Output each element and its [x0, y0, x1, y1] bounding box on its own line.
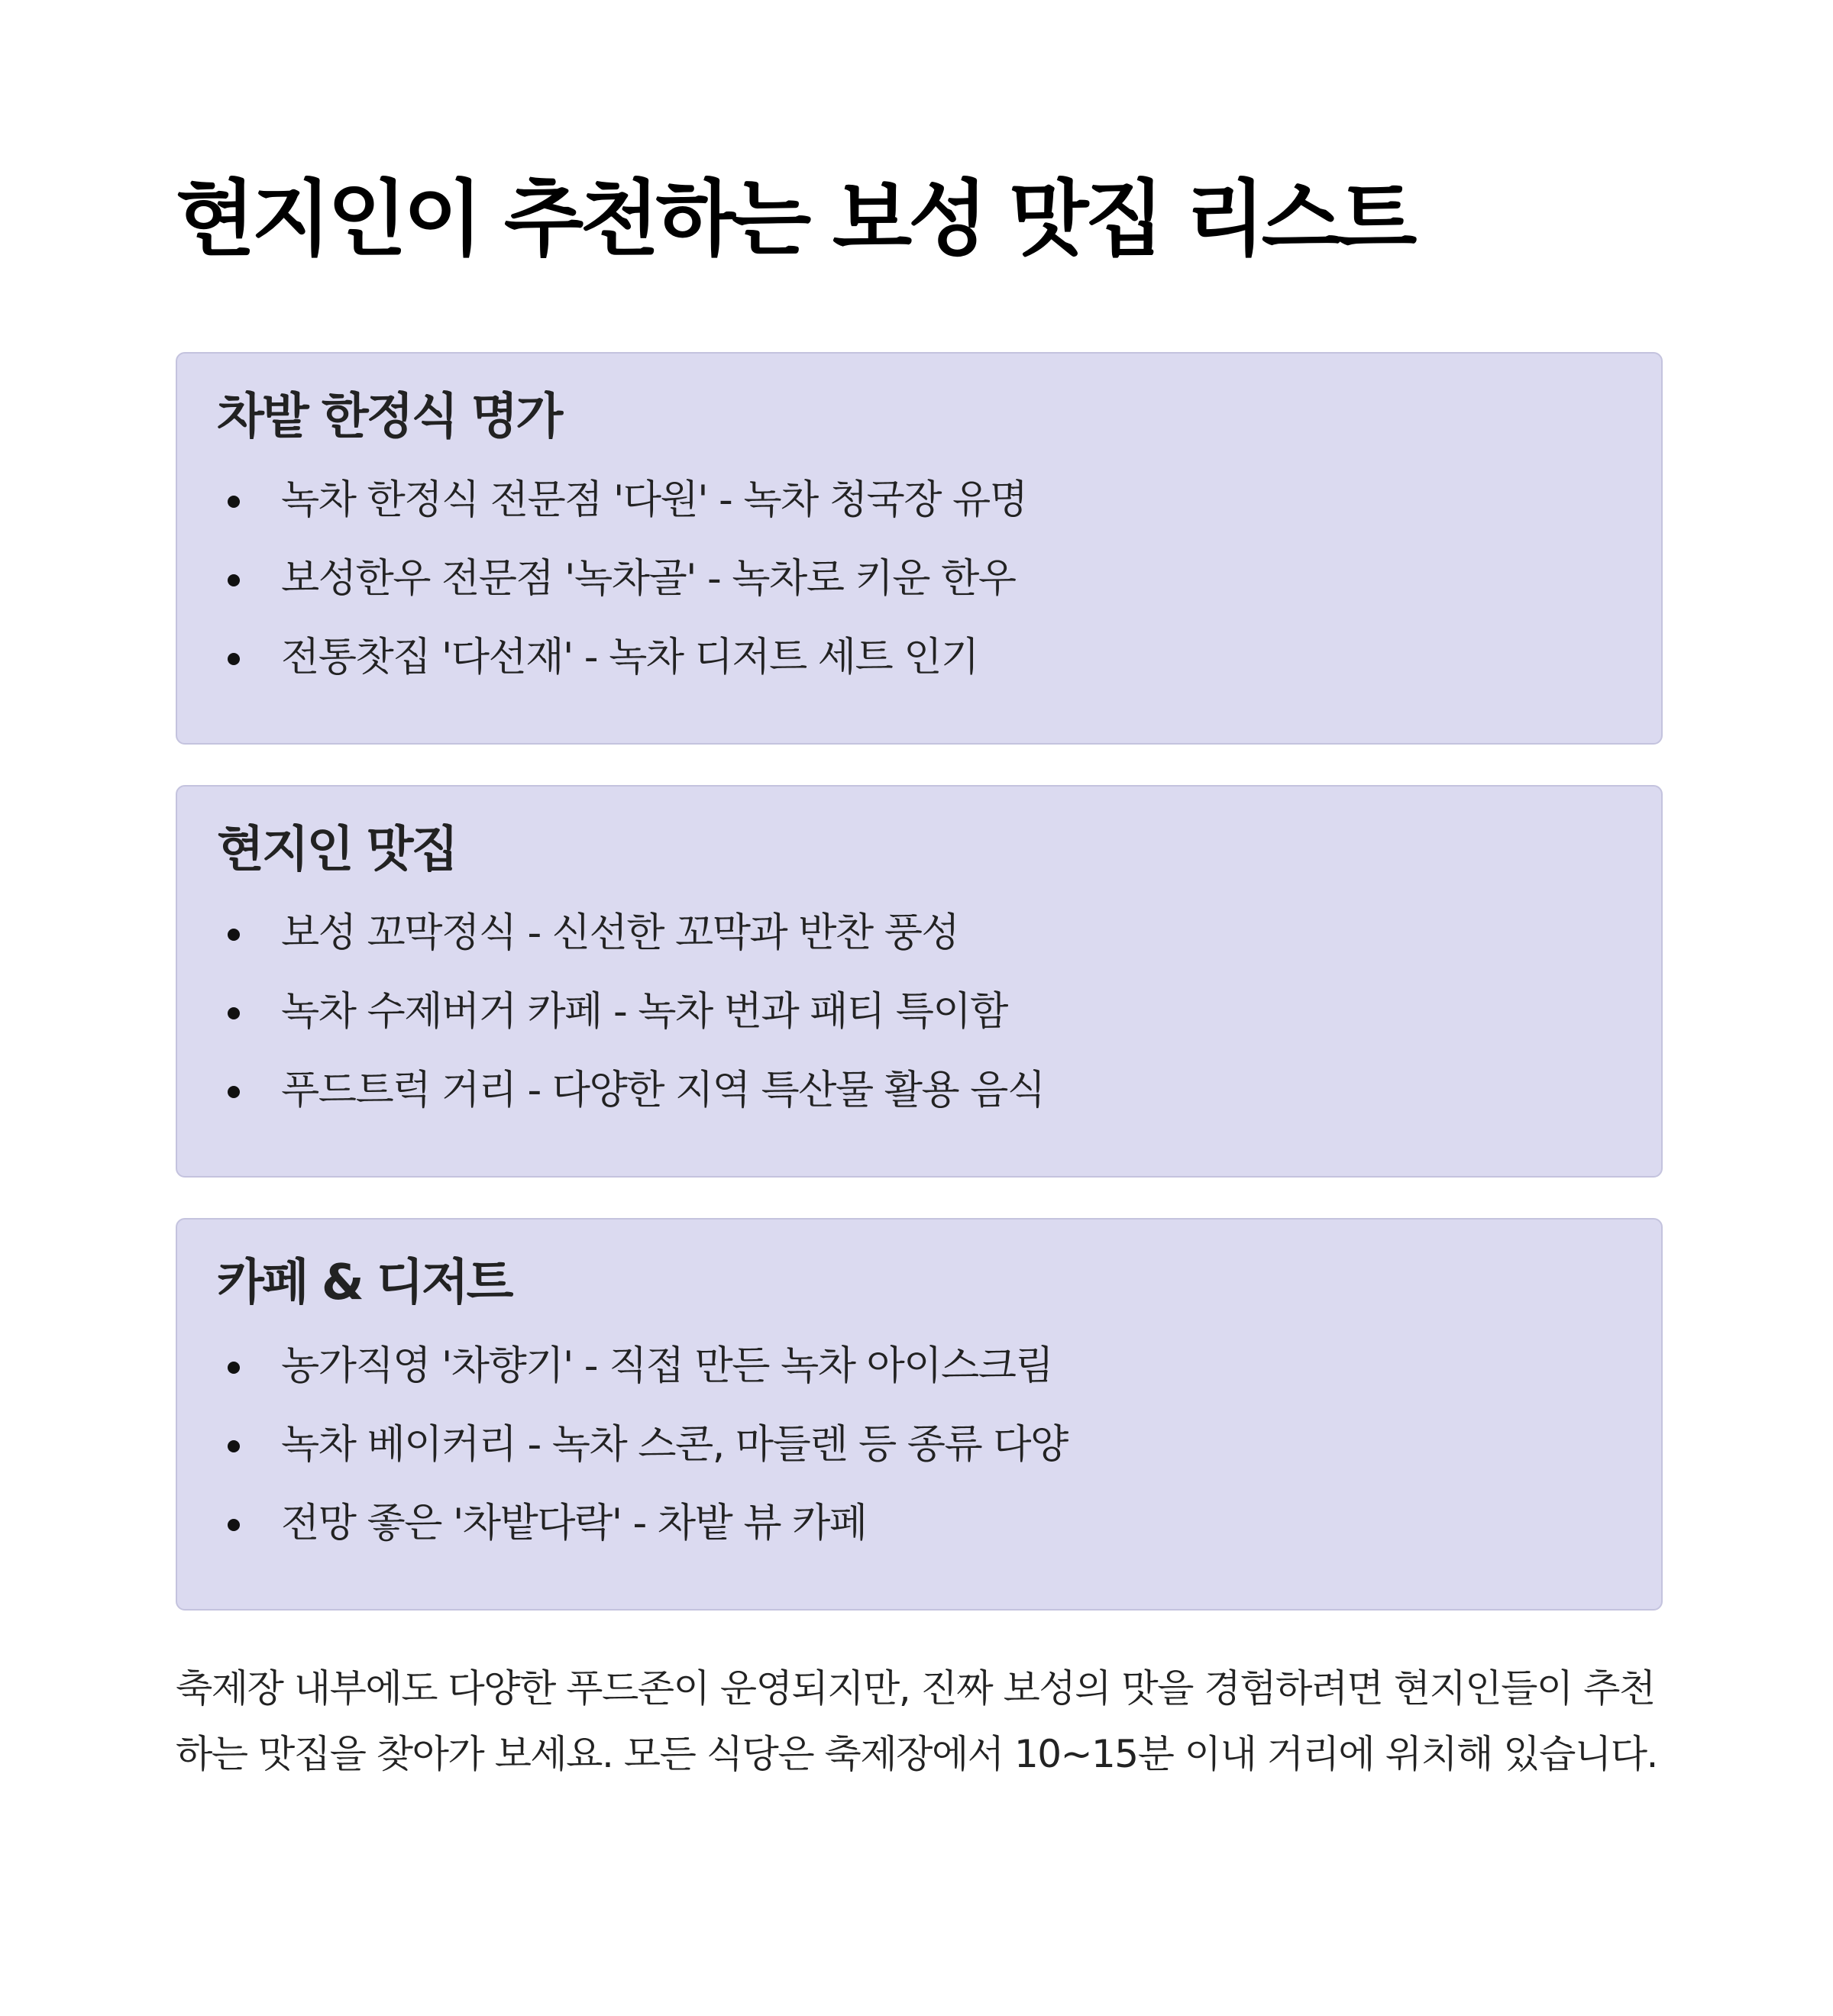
bullet-icon — [228, 653, 240, 665]
section-heading: 현지인 맛집 — [217, 822, 457, 878]
section-card-cafe-dessert — [176, 1218, 1663, 1611]
bullet-icon — [228, 1519, 240, 1531]
list-item-text: 전망 좋은 '차밭다락' - 차밭 뷰 카페 — [281, 1501, 867, 1546]
list-item-text: 녹차 한정식 전문점 '다원' - 녹차 청국장 유명 — [281, 477, 1027, 523]
bullet-icon — [228, 496, 240, 508]
section-heading: 카페 & 디저트 — [217, 1255, 512, 1311]
bullet-icon — [228, 1086, 240, 1098]
list-item-text: 보성 꼬막정식 - 신선한 꼬막과 반찬 풍성 — [281, 910, 959, 956]
list-item-text: 녹차 베이커리 - 녹차 스콘, 마들렌 등 종류 다양 — [281, 1422, 1068, 1468]
bullet-icon — [228, 1440, 240, 1452]
bullet-icon — [228, 929, 240, 941]
section-card-tea-field-hanjeongsik — [176, 352, 1663, 745]
bullet-icon — [228, 1007, 240, 1019]
section-card-local-favorites — [176, 785, 1663, 1178]
list-item-text: 전통찻집 '다선재' - 녹차 디저트 세트 인기 — [281, 635, 978, 680]
list-item-text: 보성한우 전문점 '녹차골' - 녹차로 키운 한우 — [281, 556, 1016, 602]
page-title: 현지인이 추천하는 보성 맛집 리스트 — [176, 172, 1414, 267]
section-heading: 차밭 한정식 명가 — [217, 389, 561, 445]
bullet-icon — [228, 574, 240, 586]
list-item-text: 농가직영 '차향기' - 직접 만든 녹차 아이스크림 — [281, 1343, 1053, 1389]
closing-paragraph: 축제장 내부에도 다양한 푸드존이 운영되지만, 진짜 보성의 맛을 경험하려면 현지인들이 추천하는 맛집을 찾아가 보세요. 모든 식당은 축제장에서 10~15분 이내 거리에 위치해 있습니다. — [176, 1666, 1657, 1776]
bullet-icon — [228, 1362, 240, 1374]
list-item-text: 녹차 수제버거 카페 - 녹차 번과 패티 특이함 — [281, 989, 1007, 1035]
list-item-text: 푸드트럭 거리 - 다양한 지역 특산물 활용 음식 — [281, 1068, 1045, 1113]
